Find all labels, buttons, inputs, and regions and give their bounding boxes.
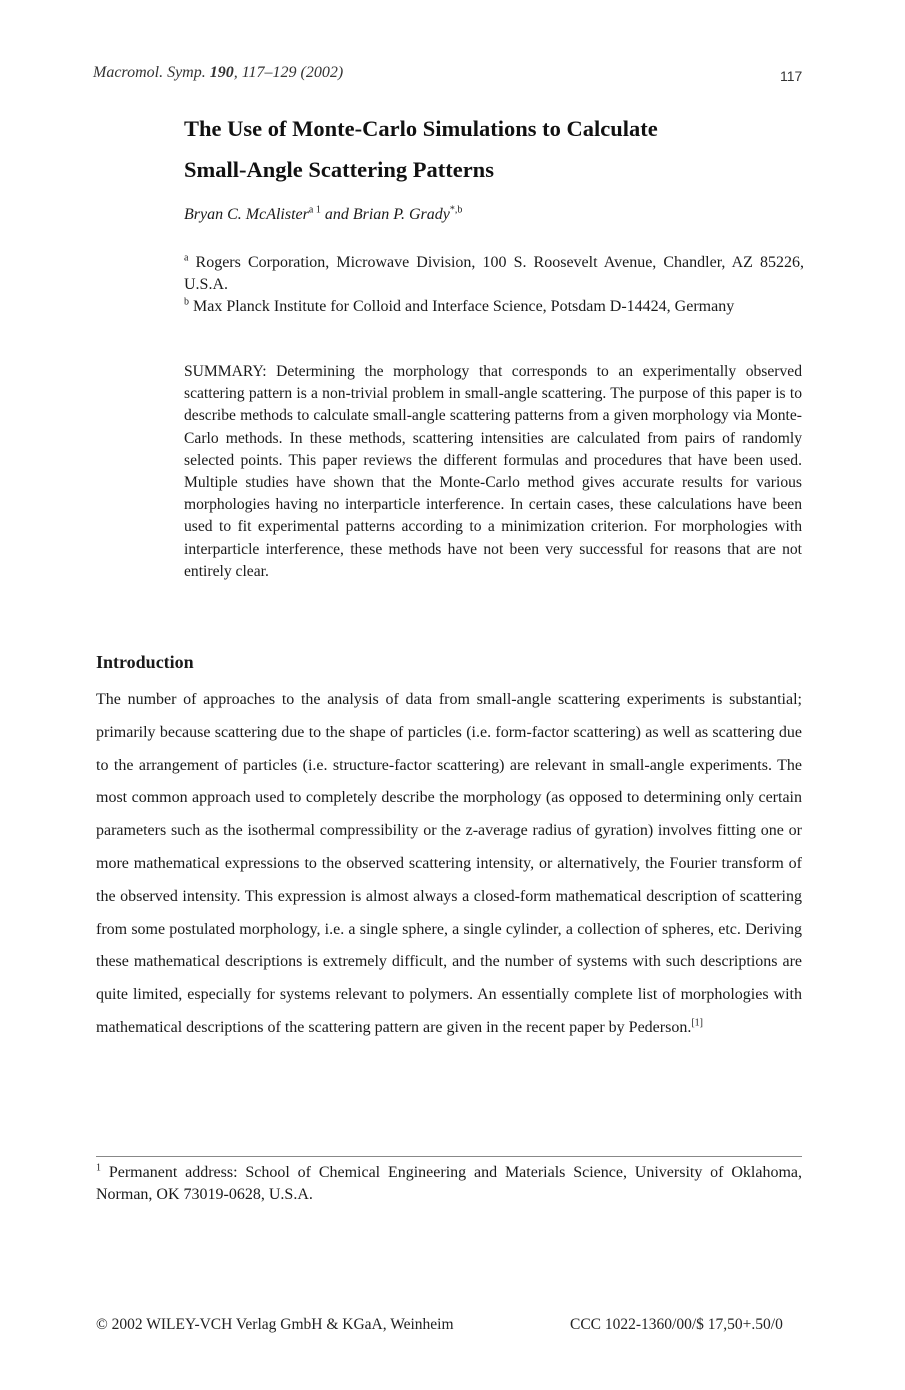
journal-pages-year: , 117–129 (2002) bbox=[233, 64, 344, 81]
affiliation-a-text: Rogers Corporation, Microwave Division, 100 S. Roosevelt Avenue, Chandler, AZ 85226, U.S.A. bbox=[184, 254, 804, 293]
abstract-summary: SUMMARY: Determining the morphology that corresponds to an experimentally observed scattering pattern is a non-trivial problem in small-angle scattering. The purpose of this paper is to describe methods to calculate small-angle scattering patterns from a given morphology via Monte-Carlo methods. In these methods, scattering intensities are calculated from pairs of randomly selected points. This paper reviews the different formulas and procedures that have been used. Multiple studies have shown that the Monte-Carlo method gives accurate results for various morphologies having no interparticle interference. In certain cases, these calculations have been used to fit experimental patterns according to a minimization criterion. For morphologies with interparticle interference, these methods have not been very successful for reasons that are not entirely clear. bbox=[184, 363, 802, 580]
introduction-text: The number of approaches to the analysis of data from small-angle scattering experiments is substantial; primarily because scattering due to the shape of particles (i.e. form-factor scattering) as well as scattering due to the arrangement of particles (i.e. structure-factor scattering) are relevant in small-angle experiments. The most common approach used to completely describe the morphology (as opposed to determining only certain parameters such as the isothermal compressibility or the z-average radius of gyration) involves fitting one or more mathematical expressions to the observed scattering intensity, or alternatively, the Fourier transform of the observed intensity. This expression is almost always a closed-form mathematical description of scattering from some postulated morphology, i.e. a single sphere, a single cylinder, a collection of spheres, etc. Deriving these mathematical descriptions is extremely difficult, and the number of systems with such descriptions are quite limited, especially for systems relevant to polymers. An essentially complete list of morphologies with mathematical descriptions of the scattering pattern are given in the recent paper by Pederson. bbox=[96, 691, 802, 1036]
citation-reference: [1] bbox=[691, 1017, 703, 1029]
footnote-divider bbox=[96, 1156, 802, 1157]
affiliation-b bbox=[184, 296, 804, 318]
journal-citation bbox=[93, 64, 343, 82]
paper-title-line-1: The Use of Monte-Carlo Simulations to Calculate bbox=[184, 116, 658, 141]
introduction-paragraph bbox=[96, 684, 802, 1045]
journal-volume: 190 bbox=[209, 64, 234, 81]
author-conjunction: and bbox=[320, 206, 353, 223]
paper-title bbox=[184, 108, 824, 190]
paper-title-line-2: Small-Angle Scattering Patterns bbox=[184, 157, 494, 182]
affiliation-a bbox=[184, 252, 804, 295]
author-2-marks: *,b bbox=[449, 204, 463, 216]
page-number: 117 bbox=[780, 68, 803, 84]
author-1-marks: a 1 bbox=[308, 204, 321, 216]
footnote-mark: 1 bbox=[96, 1162, 101, 1174]
ccc-code: CCC 1022-1360/00/$ 17,50+.50/0 bbox=[570, 1316, 783, 1333]
journal-name: Macromol. Symp. bbox=[93, 64, 206, 81]
footnote-text: Permanent address: School of Chemical Engineering and Materials Science, University of Oklahoma, Norman, OK 73019-0628, U.S.A. bbox=[96, 1164, 802, 1203]
section-heading-introduction: Introduction bbox=[96, 652, 194, 672]
author-1: Bryan C. McAlister bbox=[184, 206, 309, 223]
affiliation-b-mark: b bbox=[184, 296, 189, 308]
author-2: Brian P. Grady bbox=[352, 206, 450, 223]
copyright-notice: © 2002 WILEY-VCH Verlag GmbH & KGaA, Weinheim bbox=[96, 1316, 454, 1333]
affiliation-b-text: Max Planck Institute for Colloid and Interface Science, Potsdam D-14424, Germany bbox=[189, 298, 735, 315]
affiliation-a-mark: a bbox=[184, 252, 189, 264]
footnote bbox=[96, 1162, 802, 1206]
author-list bbox=[184, 206, 462, 224]
